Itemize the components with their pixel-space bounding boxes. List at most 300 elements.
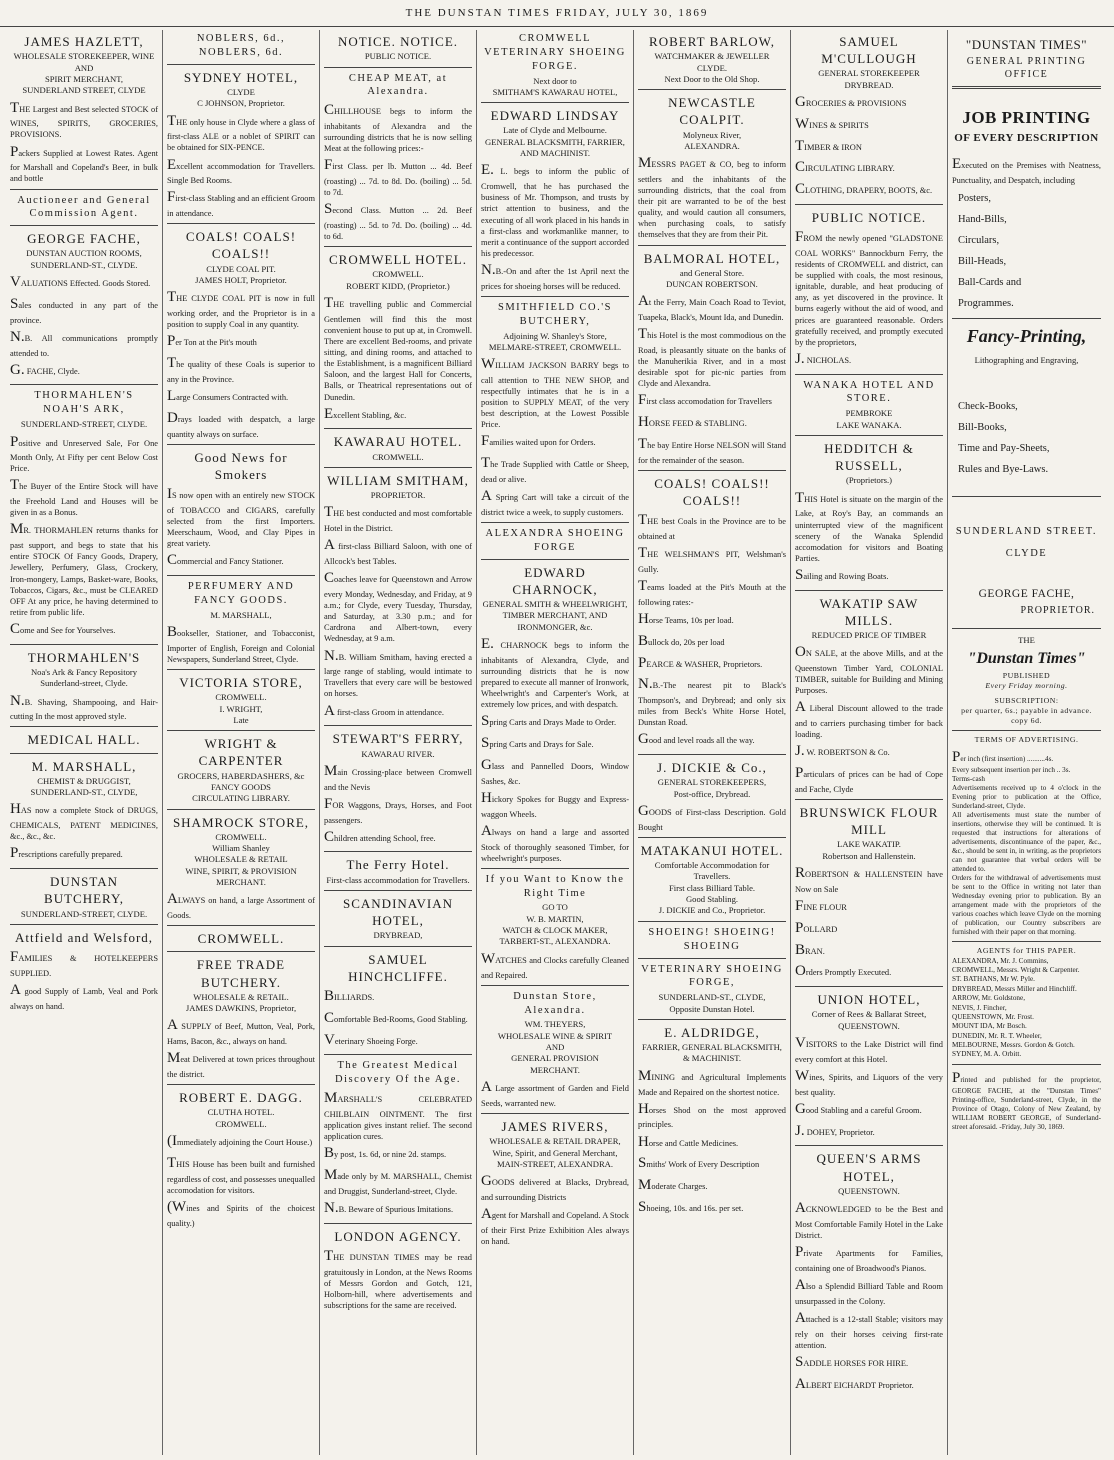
list-item: copy 6d. <box>1011 716 1042 726</box>
ad-line: DUNCAN ROBERTSON. <box>666 279 758 290</box>
ad-title: VICTORIA STORE, <box>179 675 303 691</box>
ad-title: JAMES RIVERS, <box>501 1119 609 1135</box>
ad-paragraph: Made only by M. MARSHALL, Chemist and Druggist, Sunderland-street, Clyde. <box>324 1166 472 1196</box>
ad-paragraph: N.B.-On and after the 1st April next the prices for shoeing horses will be reduced. <box>481 261 629 291</box>
ad-title: SMITHFIELD CO.'S BUTCHERY, <box>498 301 612 327</box>
ad-title: MATAKANUI HOTEL. <box>640 842 784 858</box>
divider <box>481 1113 629 1114</box>
ad-paragraph: Large Consumers Contracted with. <box>167 388 289 404</box>
list-item: Posters, <box>958 193 991 205</box>
ad-line: SUNDERLAND-ST., CLYDE. <box>30 259 138 270</box>
ad-paragraph: A Large assortment of Garden and Field Seeds, warranted new. <box>481 1079 629 1108</box>
ad-paragraph: Agent for Marshall and Copeland. A Stock of their First Prize Exhibition Ales always on hand. <box>481 1206 629 1247</box>
list-item: ALEXANDRA, Mr. J. Commins, <box>952 956 1049 965</box>
advertisement <box>167 814 315 922</box>
divider <box>638 89 786 90</box>
ad-line: SUNDERLAND-STREET, CLYDE. <box>20 908 148 919</box>
ad-paragraph: THE WELSHMAN'S PIT, Welshman's Gully. <box>638 545 786 574</box>
advertisement <box>324 72 472 243</box>
advertisement <box>481 873 629 981</box>
ad-line: MERCHANT. <box>530 1064 580 1075</box>
divider <box>324 725 472 726</box>
advertisement <box>324 251 472 424</box>
ad-paragraph: A Spring Cart will take a circuit of the district twice a week, to supply customers. <box>481 488 629 517</box>
paper-the: THE <box>1018 634 1035 645</box>
ad-paragraph: THE best Coals in the Province are to be obtained at <box>638 512 786 542</box>
ad-paragraph: Private Apartments for Families, containing one of Broadwood's Pianos. <box>795 1244 943 1273</box>
ad-line: MERCHANT. <box>216 877 266 888</box>
list-item: All advertisements must state the number of insertions, otherwise they will be continued. It is requested that instructions for alterations of advertisements, discontinuance of the paper, &c., &c., should be sent in, in writing, as the proprietors can not guarantee that verbal orders will be attended to. <box>952 811 1101 874</box>
owner-name: GEORGE FACHE, <box>978 588 1075 601</box>
ad-paragraph: MINING and Agricultural Implements Made and Repaired on the shortest notice. <box>638 1067 786 1097</box>
ad-line: CROMWELL. <box>215 831 267 842</box>
ad-paragraph: GOODS delivered at Blacks, Drybread, and surrounding Districts <box>481 1173 629 1203</box>
ad-paragraph: WINES & SPIRITS <box>795 115 869 132</box>
divider <box>167 1084 315 1085</box>
ad-line: W. B. MARTIN, <box>526 913 584 924</box>
ad-paragraph: TIMBER & IRON <box>795 137 862 154</box>
advertisement <box>10 929 158 1012</box>
divider <box>638 921 786 922</box>
ad-title: JAMES HAZLETT, <box>24 34 144 49</box>
ad-paragraph: Bullock do, 20s per load <box>638 632 725 649</box>
ad-paragraph: Families waited upon for Orders. <box>481 433 596 450</box>
ad-line: GENERAL STOREKEEPERS, <box>657 777 767 788</box>
imprint: Printed and published for the proprietor, GEORGE FACHE, at the "Dunstan Times" Printing-office, Sunderland-street, Clyde, in the Province of Otago, Colony of New Zealand, by WILLIAM ROBERT GEORGE, of Sunderland-street aforesaid. -Friday, July 30, 1869. <box>952 1069 1101 1132</box>
ad-paragraph: WATCHES and Clocks carefully Cleaned and Repaired. <box>481 950 629 980</box>
advertisement <box>638 33 786 85</box>
ad-line: AND <box>545 1042 565 1053</box>
ad-title: WAKATIP SAW MILLS. <box>819 595 919 628</box>
subscription-lines <box>952 706 1101 727</box>
ad-title: SYDNEY HOTEL, <box>183 69 299 85</box>
ad-paragraph: GOODS of First-class Description. Gold Bought <box>638 803 786 832</box>
ad-paragraph: THIS House has been built and furnished regardless of cost, and possesses unequalled accomodation for visitors. <box>167 1154 315 1195</box>
terms-title: TERMS OF ADVERTISING. <box>974 735 1079 745</box>
list-item: SYDNEY, M. A. Orbitt. <box>952 1050 1022 1059</box>
ad-title: J. DICKIE & Co., <box>657 760 767 776</box>
ad-title: QUEEN'S ARMS HOTEL, <box>816 1151 922 1184</box>
advertisement <box>324 433 472 463</box>
ad-paragraph: Excellent Stabling, &c. <box>324 405 407 422</box>
list-item: QUEENSTOWN, Mr. Frost. <box>952 1012 1034 1021</box>
ad-line: TIMBER MERCHANT, AND IRONMONGER, &c. <box>502 610 608 632</box>
column-2 <box>163 30 320 1455</box>
job-printing-title: JOB PRINTING <box>962 107 1091 127</box>
ad-title: BRUNSWICK FLOUR MILL <box>799 805 939 838</box>
subscription-title: SUBSCRIPTION: <box>994 695 1059 705</box>
newspaper-columns <box>6 30 1110 1455</box>
advertisement <box>795 209 943 370</box>
divider <box>167 809 315 810</box>
ad-paragraph: The Trade Supplied with Cattle or Sheep, dead or alive. <box>481 455 629 485</box>
ad-paragraph: BRAN. <box>795 941 825 958</box>
ad-paragraph: ALWAYS on hand, a large Assortment of Goods. <box>167 891 315 921</box>
ad-line: WHOLESALE & RETAIL. <box>193 991 289 1002</box>
advertisement <box>167 674 315 726</box>
ad-paragraph: HAS now a complete Stock of DRUGS, CHEMICALS, PATENT MEDICINES, &c., &c., &c. <box>10 801 158 842</box>
ad-paragraph: THE travelling public and Commercial Gentlemen will find this the most convenient house to put up at, in Cromwell. There are excellent Bed-rooms, and private sitting, and dining rooms, and attached to the Establishment, is a magnificent Billiard Saloon, and the largest Hall for Concerts, Balls, or Theatrical representations out of Dunedin. <box>324 295 472 402</box>
ad-line: (Proprietors.) <box>845 475 893 486</box>
ad-line: Good Stabling. <box>685 894 739 905</box>
ad-paragraph: Prescriptions carefully prepared. <box>10 845 123 862</box>
ad-paragraph: Bookseller, Stationer, and Tobacconist, Importer of English, Foreign and Colonial Newspapers, Sunderland Street, Clyde. <box>167 624 315 664</box>
ad-paragraph: THIS Hotel is situate on the margin of the Lake, at Roy's Bay, an commands an uninterrupted view of the magnificent scenery of the Wanaka Splendid accomodation for visitors and Boating Parties. <box>795 489 943 563</box>
advertisement <box>638 963 786 1015</box>
divider <box>10 189 158 190</box>
ad-paragraph: At the Ferry, Main Coach Road to Teviot, Tuapeka, Black's, Mount Ida, and Dunedin. <box>638 293 786 323</box>
ad-line: Next Door to the Old Shop. <box>664 73 760 84</box>
ad-line: PUBLIC NOTICE. <box>364 51 432 62</box>
ad-paragraph: Particulars of prices can be had of Cope and Fache, Clyde <box>795 765 943 795</box>
ad-paragraph: IS now open with an entirely new STOCK of TOBACCO and CIGARS, carefully selected from the first Importers. Meerschaum, Wood, and Clay Pipes in great variety. <box>167 486 315 549</box>
ad-paragraph: First-class Stabling and an efficient Groom in attendance. <box>167 189 315 219</box>
ad-line: SMITHAM'S KAWARAU HOTEL, <box>492 86 618 97</box>
list-item: Terms-cash <box>952 775 986 784</box>
ad-line: CLUTHA HOTEL. <box>207 1107 275 1118</box>
ad-title: SHOEING! SHOEING! SHOEING <box>648 926 776 952</box>
agents-lines <box>952 957 1101 1060</box>
advertisement <box>10 33 158 185</box>
divider <box>10 868 158 869</box>
ad-title: THORMAHLEN'S NOAH'S ARK, <box>34 390 134 416</box>
ad-line: FANCY GOODS <box>211 781 271 792</box>
list-item: Programmes. <box>958 298 1014 310</box>
divider <box>10 753 158 754</box>
ad-title: Attfield and Welsford, <box>14 929 154 945</box>
ad-line: and General Store. <box>679 267 745 278</box>
ad-line: I. WRIGHT, <box>219 703 263 714</box>
ad-paragraph: VALUATIONS Effected. Goods Stored. <box>10 274 151 291</box>
ad-title: COALS! COALS!! COALS!! <box>654 475 770 509</box>
job-printing-sub: OF EVERY DESCRIPTION <box>954 131 1099 144</box>
ad-paragraph: Sailing and Rowing Boats. <box>795 566 889 583</box>
ad-line: LAKE WAKATIP. <box>837 839 901 850</box>
paper-published: PUBLISHED <box>1002 671 1051 680</box>
ad-line: SUNDERLAND STREET, CLYDE <box>22 85 146 96</box>
ad-paragraph: (Wines and Spirits of the choicest quality.) <box>167 1198 315 1228</box>
ad-title: ROBERT BARLOW, <box>649 34 775 49</box>
ad-line: WHOLESALE STOREKEEPER, WINE <box>13 51 155 62</box>
ad-title: GEORGE FACHE, <box>27 231 141 247</box>
advertisement <box>481 301 629 518</box>
ad-title: EDWARD LINDSAY <box>490 108 620 124</box>
ad-paragraph: MR. THORMAHLEN returns thanks for past support, and begs to state that his entire STOCK Of Fancy Goods, Drapery, Jewellery, Perfumery, Glass, Crockery, Iron-mongery, Lamps, Basket-ware, Books, Tobaccos, Cigars, &c., must be CLEARED OFF At any price, he having determined to retire from public life. <box>10 521 158 617</box>
divider <box>324 890 472 891</box>
divider <box>167 444 315 445</box>
advertisement <box>10 230 158 380</box>
masthead: THE DUNSTAN TIMES FRIDAY, JULY 30, 1869 <box>0 0 1114 27</box>
ad-paragraph: THE best conducted and most comfortable Hotel in the District. <box>324 504 472 534</box>
ad-paragraph: FROM the newly opened "GLADSTONE COAL WORKS" Bannockburn Ferry, the residents of CROMWELL and district, can be supplied with coals, the most resinous, ignitable, durable, and heat producing of any, as yet discovered in the province. It burns eagerly without the aid of wood, and prices are guaranteed reasonable. Orders gratefully received, and promptly executed by the proprietors, <box>795 229 943 347</box>
divider <box>481 102 629 103</box>
divider <box>324 67 472 68</box>
ad-title: M. MARSHALL, <box>31 758 137 774</box>
ad-paragraph: PEARCE & WASHER, Proprietors. <box>638 654 763 671</box>
ad-paragraph: E. CHARNOCK begs to inform the inhabitants of Alexandra, Clyde, and surrounding districts that he is now prepared to execute all manner of Ironwork, Wheelwright's and Carpenter's Work, at extremely low prices, and with despatch. <box>481 636 629 710</box>
ad-paragraph: First Class. per lb. Mutton ... 4d. Beef (roasting) ... 7d. to 8d. Do. (boiling) ... 5d. to 7d. <box>324 157 472 198</box>
list-item: DRYBREAD, Messrs Miller and Hinchliff. <box>952 984 1077 993</box>
ad-title: WANAKA HOTEL AND STORE. <box>803 379 935 405</box>
ad-paragraph: Children attending School, free. <box>324 828 436 845</box>
ad-line: WHOLESALE & RETAIL DRAPER, <box>489 1136 621 1147</box>
advertisement <box>795 440 943 586</box>
ad-paragraph: A Liberal Discount allowed to the trade and to carriers purchasing timber for back loading. <box>795 699 943 740</box>
advertisement <box>638 1024 786 1218</box>
ad-line: J. DICKIE and Co., Proprietor. <box>658 905 766 916</box>
ad-line: PROPRIETOR. <box>370 490 426 501</box>
ad-paragraph: G. FACHE, Clyde. <box>10 361 80 378</box>
ad-line: DRYBREAD. <box>844 79 894 90</box>
advertisement <box>167 228 315 439</box>
ad-title: LONDON AGENCY. <box>334 1228 462 1244</box>
advertisement <box>795 804 943 982</box>
paper-frequency: Every Friday morning. <box>985 681 1068 691</box>
ad-line: First-class accommodation for Travellers. <box>326 874 470 885</box>
divider <box>167 223 315 224</box>
paper-name: "Dunstan Times" <box>967 649 1086 667</box>
ad-title: WILLIAM SMITHAM, <box>327 472 469 488</box>
divider <box>795 799 943 800</box>
ad-line: Noa's Ark & Fancy Repository <box>30 666 138 677</box>
ad-line: JAMES HOLT, Proprietor. <box>195 274 287 285</box>
advertisement <box>10 194 158 222</box>
ad-line: CROMWELL. <box>372 269 424 280</box>
ad-line: SPIRIT MERCHANT, <box>45 73 123 84</box>
ad-line: GO TO <box>542 902 568 913</box>
ad-line: WHOLESALE & RETAIL <box>194 854 288 865</box>
ad-title: KAWARAU HOTEL. <box>333 434 463 450</box>
ad-paragraph: Drays loaded with despatch, a large quantity always on surface. <box>167 409 315 439</box>
divider <box>795 1145 943 1146</box>
list-item: ST. BATHANS, Mr W. Pyle. <box>952 975 1035 984</box>
ad-paragraph: VISITORS to the Lake District will find every comfort at this Hotel. <box>795 1035 943 1064</box>
ad-paragraph: Good Stabling and a careful Groom. <box>795 1100 922 1117</box>
column-5 <box>634 30 791 1455</box>
divider <box>324 851 472 852</box>
ad-paragraph: FOR Waggons, Drays, Horses, and Foot passengers. <box>324 795 472 825</box>
advertisement <box>638 842 786 917</box>
ad-line: Sunderland-street, Clyde. <box>40 678 128 689</box>
ad-line: Molyneux River, <box>682 129 742 140</box>
ad-paragraph: CHILLHOUSE begs to inform the inhabitants of Alexandra and the surrounding districts that he is now selling Meat at the following prices:- <box>324 102 472 154</box>
list-item: Rules and Bye-Laws. <box>958 464 1049 476</box>
ad-line: M. MARSHALL, <box>210 609 272 620</box>
list-item: Advertisements received up to 4 o'clock in the Evening prior to publication at the Office, Sunderland-street, Clyde. <box>952 784 1101 811</box>
advertisement <box>324 730 472 847</box>
list-item: CROMWELL, Messrs. Wright & Carpenter. <box>952 966 1080 975</box>
ad-title: FREE TRADE BUTCHERY. <box>196 957 286 990</box>
advertisement <box>167 449 315 571</box>
divider <box>795 435 943 436</box>
ad-title: Auctioneer and General Commission Agent. <box>17 194 151 220</box>
advertisement <box>795 1150 943 1394</box>
list-item: Circulars, <box>958 235 1000 247</box>
list-item: per quarter, 6s.; payable in advance. <box>961 705 1092 715</box>
list-item: NEVIS, J. Fincher, <box>952 1003 1007 1012</box>
advertisement <box>10 758 158 865</box>
ad-paragraph: The quality of these Coals is superior to any in the Province. <box>167 355 315 384</box>
list-item: Orders for the withdrawal of advertisements must be sent to the Office in writing not later than Wednesday evening prior to publication. By an arrangement made with the proprietors of the various coaches which leave Clyde on the morning of publication, our Country subscribers are furnished with their paper on that morning. <box>952 874 1101 937</box>
ad-paragraph: The bay Entire Horse NELSON will Stand for the remainder of the season. <box>638 436 786 465</box>
ad-line: Wine, Spirit, and General Merchant, <box>492 1147 618 1158</box>
ad-paragraph: Smiths' Work of Every Description <box>638 1155 760 1172</box>
ad-paragraph: A good Supply of Lamb, Veal and Pork always on hand. <box>10 981 158 1011</box>
ad-paragraph: THE only house in Clyde where a glass of first-class ALE or a noblet of SPIRIT can be obtained for SIX-PENCE. <box>167 112 315 153</box>
ad-title: SCANDINAVIAN HOTEL, <box>343 895 453 929</box>
ad-line: WHOLESALE WINE & SPIRIT <box>497 1030 613 1041</box>
divider <box>481 985 629 986</box>
advertisement <box>167 32 315 60</box>
ad-paragraph: WILLIAM JACKSON BARRY begs to call attention to THE NEW SHOP, and respectfully intimates that he is in a position to SUPPLY MEAT, of the very best description, at the Lowest Possible Price. <box>481 356 629 430</box>
ad-paragraph: Main Crossing-place between Cromwell and the Nevis <box>324 762 472 792</box>
divider <box>324 467 472 468</box>
ad-line: CLYDE. <box>697 62 727 73</box>
ad-paragraph: Shoeing, 10s. and 16s. per set. <box>638 1198 744 1215</box>
printing-title: "DUNSTAN TIMES" <box>965 37 1088 52</box>
ad-paragraph: N.B. All communications promptly attended to. <box>10 328 158 358</box>
column-4 <box>477 30 634 1455</box>
ad-paragraph: A first-class Billiard Saloon, with one of Allcock's best Tables. <box>324 537 472 567</box>
ad-line: JAMES DAWKINS, Proprietor, <box>185 1003 297 1014</box>
agents-title: AGENTS for THIS PAPER. <box>976 946 1077 956</box>
ad-title: VETERINARY SHOEING FORGE, <box>641 963 783 989</box>
ad-paragraph: Comfortable Bed-Rooms, Good Stabling. <box>324 1009 468 1026</box>
advertisement <box>167 1089 315 1229</box>
divider <box>10 644 158 645</box>
ad-line: TARBERT-ST., ALEXANDRA. <box>499 936 611 947</box>
divider <box>481 868 629 869</box>
ad-paragraph: N.B. William Smitham, having erected a large range of stabling, would intimate to Travellers that every care will be bestowed on horses. <box>324 647 472 699</box>
ad-line: GENERAL PROVISION <box>511 1053 599 1064</box>
divider <box>10 924 158 925</box>
ad-line: Late <box>233 714 249 725</box>
ad-line: William Shanley <box>212 843 270 854</box>
advertisement <box>167 930 315 947</box>
divider <box>638 1019 786 1020</box>
ad-paragraph: FINE FLOUR <box>795 898 847 914</box>
advertisement <box>167 69 315 220</box>
ad-paragraph: ON SALE, at the above Mills, and at the Queenstown Timber Yard, COLONIAL TIMBER, suitable for Building and Mining Purposes. <box>795 644 943 696</box>
ad-line: ALEXANDRA. <box>684 140 740 151</box>
ad-line: MAIN-STREET, ALEXANDRA. <box>496 1158 614 1169</box>
advertisement <box>481 564 629 864</box>
divider <box>795 986 943 987</box>
ad-line: CLYDE COAL PIT. <box>206 263 276 274</box>
ad-title: DUNSTAN BUTCHERY, <box>44 874 124 907</box>
advertisement <box>795 379 943 431</box>
job-printing-para: Executed on the Premises with Neatness, Punctuality, and Despatch, including <box>952 156 1101 186</box>
advertisement <box>324 1059 472 1218</box>
ad-title: NEWCASTLE COALPIT. <box>668 95 756 128</box>
ad-title: MEDICAL HALL. <box>27 732 141 748</box>
ad-title: SAMUEL HINCHCLIFFE. <box>348 951 448 984</box>
ad-title: ROBERT E. DAGG. <box>179 1090 303 1106</box>
ad-paragraph: A first-class Groom in attendance. <box>324 702 444 719</box>
divider <box>481 559 629 560</box>
ad-line: WATCH & CLOCK MAKER, <box>502 925 608 936</box>
printing-office-ad <box>952 36 1101 1132</box>
divider <box>167 925 315 926</box>
ad-paragraph: Good and level roads all the way. <box>638 731 755 748</box>
ad-paragraph: Commercial and Fancy Stationer. <box>167 552 284 569</box>
ad-paragraph: A SUPPLY of Beef, Mutton, Veal, Pork, Hams, Bacon, &c., always on hand. <box>167 1017 315 1047</box>
ad-paragraph: Horses Shod on the most approved principles. <box>638 1100 786 1130</box>
ad-line: GENERAL SMITH & WHEELWRIGHT, <box>482 599 628 610</box>
ad-line: QUEENSTOWN. <box>838 1185 900 1196</box>
ad-line: FARRIER, GENERAL BLACKSMITH, & MACHINIST. <box>642 1042 782 1064</box>
advertisement <box>795 991 943 1141</box>
ad-paragraph: J. W. ROBERTSON & Co. <box>795 743 890 760</box>
ad-paragraph: CLOTHING, DRAPERY, BOOTS, &c. <box>795 181 933 198</box>
ad-line: WATCHMAKER & JEWELLER <box>654 51 770 62</box>
ad-paragraph: E. L. begs to inform the public of Cromwell, that he has purchased the business of Mr. Thompson, and trusts by strict attention to business, and the executing of all work placed in his hands in a first-class and workmanlike manner, to merit a continuance of the support accorded his predecessor. <box>481 162 629 258</box>
printing-subtitle: GENERAL PRINTING OFFICE <box>966 56 1087 81</box>
ad-line: Next door to <box>533 75 577 86</box>
ad-line: SUNDERLAND-ST., CLYDE, <box>658 992 766 1003</box>
divider <box>10 384 158 385</box>
ad-title: CHEAP MEAT, at Alexandra. <box>348 72 448 98</box>
ad-title: WRIGHT & CARPENTER <box>198 736 284 769</box>
ad-paragraph: Veterinary Shoeing Forge. <box>324 1031 418 1048</box>
divider <box>167 64 315 65</box>
column-6 <box>791 30 948 1455</box>
ad-paragraph: MESSRS PAGET & CO, beg to inform settlers and the inhabitants of the surrounding districts, that the coal from their pit are warranted to be of the best quality, and would caution all consumers, when purchasing coals, to satisfy themselves that they are from their Pit. <box>638 155 786 240</box>
ad-paragraph: J. NICHOLAS. <box>795 350 852 367</box>
ad-title: CROMWELL HOTEL. <box>329 252 467 268</box>
divider <box>481 522 629 523</box>
ad-paragraph: SADDLE HORSES FOR HIRE. <box>795 1353 909 1370</box>
divider <box>324 1054 472 1055</box>
ad-paragraph: HORSE FEED & STABLING. <box>638 414 747 431</box>
ad-paragraph: Packers Supplied at Lowest Rates. Agent for Marshall and Copeland's Beer, in bulk and bottle <box>10 143 158 184</box>
list-item: MELBOURNE, Messrs. Gordon & Gotch. <box>952 1040 1075 1049</box>
advertisement <box>481 32 629 98</box>
divider <box>638 245 786 246</box>
address-street: SUNDERLAND STREET. <box>955 526 1098 538</box>
ad-paragraph: Spring Carts and Drays for Sale. <box>481 735 594 752</box>
ad-line: WM. THEYERS, <box>524 1019 586 1030</box>
ad-title: SAMUEL M'CULLOUGH <box>821 34 917 67</box>
ad-paragraph: Also a Splendid Billiard Table and Room unsurpassed in the Colony. <box>795 1276 943 1306</box>
ad-line: CROMWELL. <box>215 1118 267 1129</box>
ad-title: The Ferry Hotel. <box>346 857 450 873</box>
ad-line: GROCERS, HABERDASHERS, &c <box>177 770 305 781</box>
ad-paragraph: Wines, Spirits, and Liquors of the very best quality. <box>795 1067 943 1097</box>
ad-title: THORMAHLEN'S <box>27 649 141 665</box>
list-item: Time and Pay-Sheets, <box>958 443 1050 455</box>
divider <box>481 296 629 297</box>
ad-paragraph: ACKNOWLEDGED to be the Best and Most Comfortable Family Hotel in the Lake District. <box>795 1200 943 1240</box>
ad-line: Robertson and Hallenstein. <box>822 850 916 861</box>
ad-line: CLYDE <box>227 86 255 97</box>
advertisement <box>324 472 472 721</box>
ad-line: AND <box>74 62 94 73</box>
ad-line: ROBERT KIDD, (Proprietor.) <box>346 280 450 291</box>
column-1 <box>6 30 163 1455</box>
list-item: Per inch (first insertion) ..........4s. <box>952 748 1054 765</box>
advertisement <box>167 580 315 665</box>
divider <box>638 958 786 959</box>
ad-line: Comfortable Accommodation for Travellers. <box>654 860 770 882</box>
ad-paragraph: Per Ton at the Pit's mouth <box>167 333 257 350</box>
ad-paragraph: N.B. Shaving, Shampooing, and Hair-cutting In the most approved style. <box>10 692 158 722</box>
ad-line: SUNDERLAND-ST., CLYDE, <box>30 787 138 798</box>
ad-paragraph: Positive and Unreserved Sale, For One Month Only, At Fifty per cent Below Cost Price. <box>10 433 158 474</box>
ad-paragraph: Hickory Spokes for Buggy and Express-waggon Wheels. <box>481 789 629 819</box>
ad-title: NOBLERS, 6d., NOBLERS, 6d. <box>196 33 286 58</box>
ad-line: QUEENSTOWN. <box>838 1020 900 1031</box>
